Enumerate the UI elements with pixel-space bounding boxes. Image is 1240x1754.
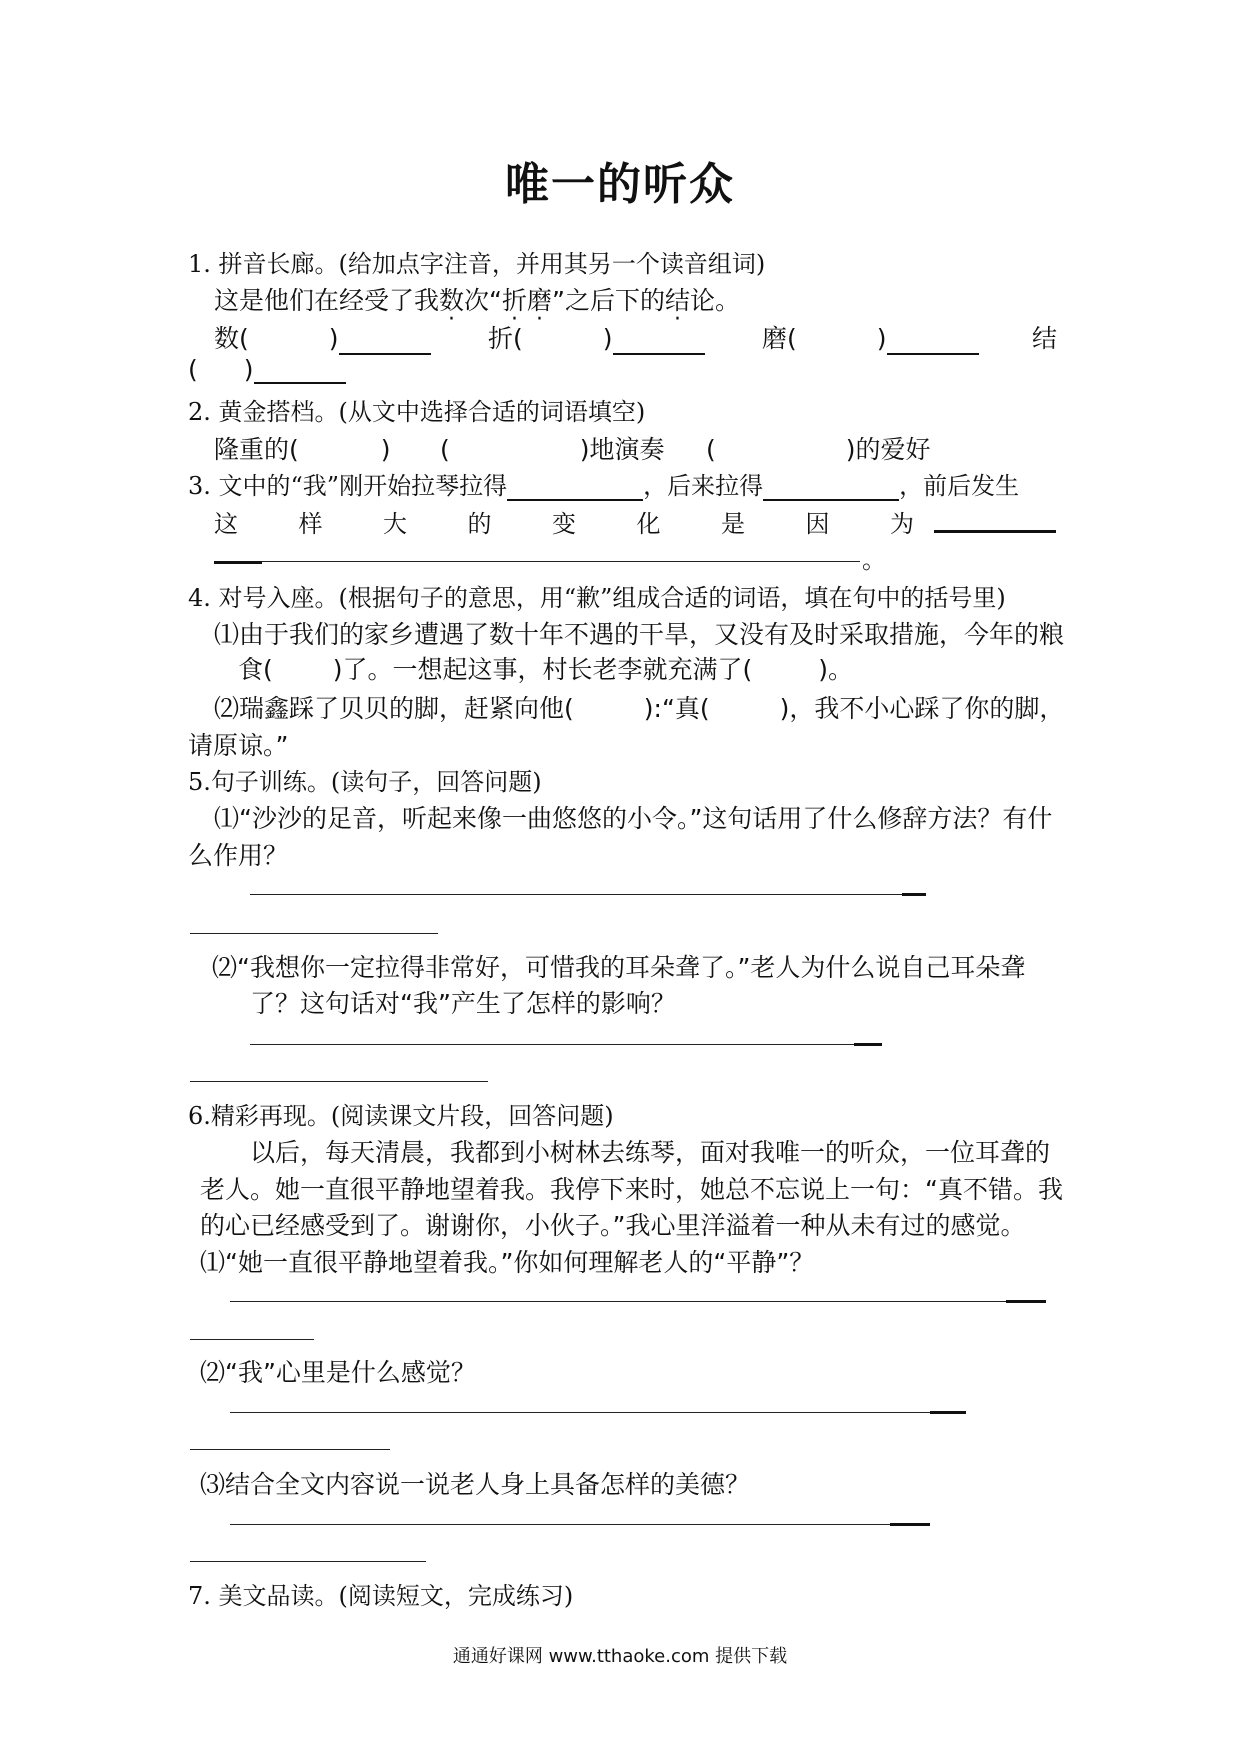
dotted-char: 数 (439, 286, 465, 315)
q4-sentence-2b: 请原谅。” (188, 731, 289, 760)
q3-char: 化 (636, 510, 661, 538)
q3-char: 因 (805, 510, 830, 538)
q5-sentence-2a: ⑵“我想你一定拉得非常好，可惜我的耳朵聋了。”老人为什么说自己耳朵聋 (212, 953, 1026, 982)
answer-blank[interactable] (507, 475, 643, 501)
q2-heading: 2. 黄金搭档。(从文中选择合适的词语填空) (188, 398, 646, 426)
answer-line[interactable] (890, 1523, 930, 1526)
q1-item-char: 数 (214, 324, 240, 353)
q4-text: )，我不小心踩了你的脚， (779, 694, 1065, 723)
q3-char: 的 (467, 510, 492, 538)
q6-passage-line-1: 以后，每天清晨，我都到小树林去练琴，面对我唯一的听众，一位耳聋的 (250, 1138, 1051, 1167)
answer-line[interactable] (250, 1044, 854, 1045)
q1-sentence-part: ”之后下的 (552, 286, 665, 315)
page-title: 唯一的听众 (505, 159, 735, 210)
answer-line[interactable] (854, 1043, 882, 1046)
q1-item-4: ( ) (188, 355, 346, 384)
q2-phrase: 隆重的 (214, 435, 290, 464)
q4-text: 食( (238, 655, 273, 684)
q3-end-mark: 。 (862, 546, 886, 574)
answer-line[interactable] (1006, 1300, 1046, 1303)
answer-line[interactable] (190, 1561, 426, 1562)
q1-sentence-part: 次“ (464, 286, 502, 315)
q6-question-3: ⑶结合全文内容说一说老人身上具备怎样的美德？ (200, 1470, 751, 1499)
q4-heading: 4. 对号入座。(根据句子的意思，用“歉”组成合适的词语，填在句中的括号里) (188, 584, 1006, 612)
q1-item-char: 折 (488, 324, 514, 353)
q3-char: 变 (552, 510, 576, 538)
answer-blank[interactable] (254, 358, 346, 384)
q3-char: 为 (890, 510, 914, 538)
q2-blank-2: ( )地演奏 (440, 435, 665, 464)
q3-line-1 (188, 466, 1019, 501)
q4-text: ⑵瑞鑫踩了贝贝的脚，赶紧向他( (214, 694, 574, 723)
answer-line[interactable] (190, 1339, 314, 1340)
q6-question-2: ⑵“我”心里是什么感觉？ (200, 1358, 476, 1387)
answer-line[interactable] (190, 933, 438, 934)
q7-heading: 7. 美文品读。(阅读短文，完成练习) (188, 1582, 574, 1610)
dotted-char: 折 (501, 286, 527, 315)
q2-phrase: 地演奏 (589, 435, 665, 464)
answer-line[interactable] (230, 1301, 1006, 1302)
answer-line[interactable] (230, 1412, 930, 1413)
q3-text: ，前后发生 (899, 472, 1020, 500)
q4-sentence-2a (214, 689, 1064, 725)
q2-blank-1: 隆重的( ) (214, 435, 391, 464)
answer-line[interactable] (214, 561, 262, 564)
q6-passage-line-3: 的心已经感受到了。谢谢你，小伙子。”我心里洋溢着一种从未有过的感觉。 (200, 1211, 1026, 1240)
answer-blank[interactable] (887, 329, 979, 355)
q4-text: ):“真( (643, 694, 710, 723)
q5-sentence-2b: 了？这句话对“我”产生了怎样的影响？ (250, 989, 676, 1018)
answer-line[interactable] (250, 894, 902, 895)
q3-char: 样 (298, 510, 323, 538)
q1-item-4-char: 结 (1032, 324, 1058, 353)
answer-line[interactable] (930, 1411, 966, 1414)
q1-item-3: 磨( ) (762, 319, 979, 355)
q6-passage-line-2: 老人。她一直很平静地望着我。我停下来时，她总不忘说上一句：“真不错。我 (200, 1175, 1063, 1204)
answer-line[interactable] (262, 561, 860, 562)
q1-heading: 1. 拼音长廊。(给加点字注音，并用其另一个读音组词) (188, 250, 766, 278)
q3-line-2 (214, 504, 914, 539)
answer-blank[interactable] (763, 475, 899, 501)
q3-char: 大 (383, 510, 407, 538)
q3-text: ，后来拉得 (643, 472, 764, 500)
q6-heading: 6.精彩再现。(阅读课文片段，回答问题) (188, 1102, 614, 1130)
q3-char: 这 (214, 510, 238, 538)
q3-char: 是 (721, 510, 745, 538)
q5-sentence-1a: ⑴“沙沙的足音，听起来像一曲悠悠的小令。”这句话用了什么修辞方法？有什 (214, 804, 1053, 833)
q2-phrase: 的爱好 (855, 435, 931, 464)
q4-sentence-1b (238, 650, 853, 686)
q4-text: )了。一想起这事，村长老李就充满了( (332, 655, 753, 684)
q1-item-1: 数( ) (214, 319, 431, 355)
q5-heading: 5.句子训练。(读句子，回答问题) (188, 768, 542, 796)
page-footer: 通通好课网 www.tthaoke.com 提供下载 (452, 1646, 788, 1667)
q5-sentence-1b: 么作用？ (188, 841, 289, 870)
q4-sentence-1a: ⑴由于我们的家乡遭遇了数十年不遇的干旱，又没有及时采取措施，今年的粮 (214, 620, 1065, 649)
q1-item-2: 折( ) (488, 319, 705, 355)
dotted-char: 磨 (527, 286, 553, 315)
answer-line[interactable] (934, 530, 1056, 533)
q3-text: 3. 文中的“我”刚开始拉琴拉得 (188, 472, 508, 500)
q4-text: )。 (818, 655, 854, 684)
q6-question-1: ⑴“她一直很平静地望着我。”你如何理解老人的“平静”？ (200, 1248, 815, 1277)
answer-line[interactable] (902, 893, 926, 896)
answer-line[interactable] (190, 1449, 390, 1450)
q1-item-char: 磨 (762, 324, 788, 353)
q1-sentence-part: 论。 (689, 286, 740, 315)
q1-sentence-part: 这是他们在经受了我 (214, 286, 440, 315)
q2-blank-3: ( )的爱好 (706, 435, 931, 464)
answer-blank[interactable] (613, 329, 705, 355)
answer-blank[interactable] (339, 329, 431, 355)
dotted-char: 结 (664, 286, 690, 315)
answer-line[interactable] (230, 1524, 890, 1525)
q1-sentence (214, 281, 740, 317)
answer-line[interactable] (190, 1081, 488, 1082)
